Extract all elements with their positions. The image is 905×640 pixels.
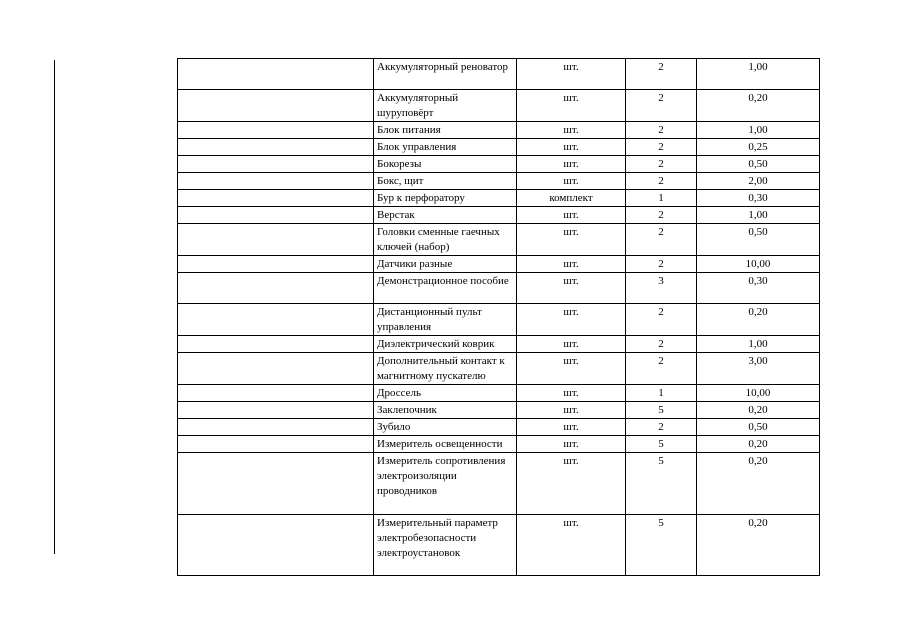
table-row [178,419,820,436]
item-name-cell: Дополнительный контакт к магнитному пускателю [374,353,517,385]
unit-cell: шт. [517,453,626,515]
quantity-cell: 2 [626,256,697,273]
value-cell: 0,50 [697,419,820,436]
quantity-cell: 5 [626,453,697,515]
quantity-cell: 1 [626,385,697,402]
empty-cell [178,224,374,256]
value-cell: 1,00 [697,207,820,224]
empty-cell [178,173,374,190]
item-name-cell: Диэлектрический коврик [374,336,517,353]
table-row [178,353,820,385]
value-cell: 0,50 [697,156,820,173]
empty-cell [178,190,374,207]
item-name-cell: Измеритель освещенности [374,436,517,453]
unit-cell: шт. [517,385,626,402]
quantity-cell: 2 [626,353,697,385]
quantity-cell: 2 [626,304,697,336]
unit-cell: шт. [517,273,626,304]
quantity-cell: 5 [626,515,697,576]
item-name-cell: Бокс, щит [374,173,517,190]
value-cell: 1,00 [697,122,820,139]
item-name-cell: Измерительный параметр электробезопасности электроустановок [374,515,517,576]
unit-cell: шт. [517,207,626,224]
value-cell: 0,20 [697,304,820,336]
quantity-cell: 2 [626,419,697,436]
table-row [178,156,820,173]
unit-cell: шт. [517,122,626,139]
table-row [178,190,820,207]
item-name-cell: Дроссель [374,385,517,402]
empty-cell [178,419,374,436]
empty-cell [178,385,374,402]
table-row [178,453,820,515]
empty-cell [178,304,374,336]
table-row [178,256,820,273]
table-row [178,59,820,90]
value-cell: 0,30 [697,190,820,207]
table-row [178,273,820,304]
empty-cell [178,207,374,224]
item-name-cell: Головки сменные гаечных ключей (набор) [374,224,517,256]
unit-cell: шт. [517,336,626,353]
value-cell: 0,25 [697,139,820,156]
quantity-cell: 2 [626,224,697,256]
unit-cell: шт. [517,436,626,453]
table-row [178,336,820,353]
item-name-cell: Дистанционный пульт управления [374,304,517,336]
table-row [178,304,820,336]
unit-cell: шт. [517,304,626,336]
empty-cell [178,402,374,419]
unit-cell: шт. [517,256,626,273]
unit-cell: комплект [517,190,626,207]
empty-cell [178,256,374,273]
empty-cell [178,90,374,122]
empty-cell [178,436,374,453]
item-name-cell: Заклепочник [374,402,517,419]
quantity-cell: 1 [626,190,697,207]
item-name-cell: Верстак [374,207,517,224]
value-cell: 10,00 [697,256,820,273]
item-name-cell: Бур к перфоратору [374,190,517,207]
value-cell: 0,20 [697,436,820,453]
quantity-cell: 2 [626,59,697,90]
value-cell: 0,20 [697,453,820,515]
table-row [178,515,820,576]
unit-cell: шт. [517,515,626,576]
unit-cell: шт. [517,402,626,419]
empty-cell [178,453,374,515]
item-name-cell: Датчики разные [374,256,517,273]
item-name-cell: Измеритель сопротивления электроизоляции проводников [374,453,517,515]
empty-cell [178,139,374,156]
table-row [178,139,820,156]
table-row [178,122,820,139]
quantity-cell: 2 [626,139,697,156]
empty-cell [178,336,374,353]
table-row [178,90,820,122]
unit-cell: шт. [517,224,626,256]
unit-cell: шт. [517,156,626,173]
empty-cell [178,273,374,304]
quantity-cell: 2 [626,122,697,139]
item-name-cell: Аккумуляторный шуруповёрт [374,90,517,122]
item-name-cell: Блок управления [374,139,517,156]
value-cell: 10,00 [697,385,820,402]
empty-cell [178,515,374,576]
value-cell: 0,20 [697,90,820,122]
value-cell: 0,20 [697,402,820,419]
empty-cell [178,353,374,385]
value-cell: 1,00 [697,59,820,90]
equipment-table [177,58,820,576]
quantity-cell: 2 [626,156,697,173]
value-cell: 3,00 [697,353,820,385]
item-name-cell: Аккумуляторный реноватор [374,59,517,90]
unit-cell: шт. [517,173,626,190]
value-cell: 0,30 [697,273,820,304]
table-row [178,436,820,453]
quantity-cell: 2 [626,336,697,353]
page-margin-line [54,60,55,554]
empty-cell [178,122,374,139]
unit-cell: шт. [517,419,626,436]
unit-cell: шт. [517,59,626,90]
quantity-cell: 3 [626,273,697,304]
quantity-cell: 2 [626,90,697,122]
value-cell: 2,00 [697,173,820,190]
unit-cell: шт. [517,139,626,156]
item-name-cell: Бокорезы [374,156,517,173]
quantity-cell: 2 [626,173,697,190]
empty-cell [178,59,374,90]
item-name-cell: Зубило [374,419,517,436]
empty-cell [178,156,374,173]
value-cell: 0,20 [697,515,820,576]
quantity-cell: 2 [626,207,697,224]
table-row [178,224,820,256]
item-name-cell: Блок питания [374,122,517,139]
table-row [178,173,820,190]
table-row [178,385,820,402]
item-name-cell: Демонстрационное пособие [374,273,517,304]
value-cell: 0,50 [697,224,820,256]
quantity-cell: 5 [626,402,697,419]
unit-cell: шт. [517,90,626,122]
table-row [178,207,820,224]
value-cell: 1,00 [697,336,820,353]
unit-cell: шт. [517,353,626,385]
quantity-cell: 5 [626,436,697,453]
table-row [178,402,820,419]
